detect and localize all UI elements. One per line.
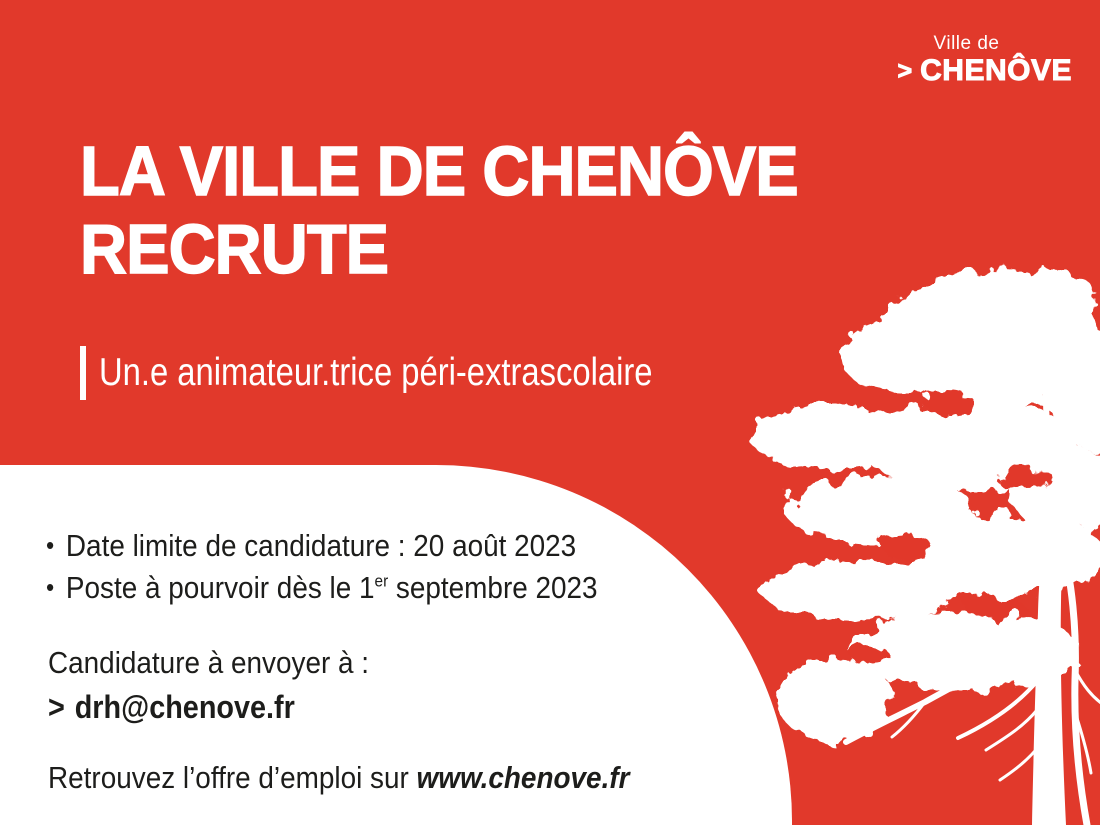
list-item — [46, 570, 598, 612]
website-url: www.chenove.fr — [416, 760, 630, 795]
chevron-right-icon: > — [897, 56, 913, 85]
logo-prefix: Ville de — [933, 33, 1000, 54]
list-item — [46, 528, 598, 570]
job-title-row — [80, 346, 758, 400]
city-logo — [898, 33, 1072, 88]
vertical-bar-icon — [80, 346, 86, 400]
headline — [80, 132, 798, 288]
bullet-icon: • — [46, 530, 55, 560]
headline-line1: LA VILLE DE CHENÔVE — [80, 132, 798, 210]
contact-block — [48, 645, 405, 726]
start-date-text: Poste à pourvoir dès le 1er septembre 2023 — [65, 570, 598, 605]
footer-text: Retrouvez l’offre d’emploi sur — [48, 760, 417, 795]
contact-email: drh@chenove.fr — [74, 689, 295, 725]
headline-line2: RECRUTE — [80, 210, 389, 288]
bullet-list — [46, 528, 659, 612]
contact-email-row — [48, 689, 369, 726]
logo-main — [898, 54, 1072, 88]
tree-silhouette-icon — [720, 240, 1100, 825]
job-title: Un.e animateur.trice péri-extrascolaire — [99, 351, 653, 394]
bullet-icon: • — [46, 572, 55, 602]
deadline-text: Date limite de candidature : 20 août 2023 — [65, 528, 577, 563]
contact-label: Candidature à envoyer à : — [48, 645, 370, 680]
footer-line — [48, 760, 629, 796]
chevron-right-icon: > — [48, 689, 65, 725]
logo-city-name: CHENÔVE — [920, 54, 1072, 87]
